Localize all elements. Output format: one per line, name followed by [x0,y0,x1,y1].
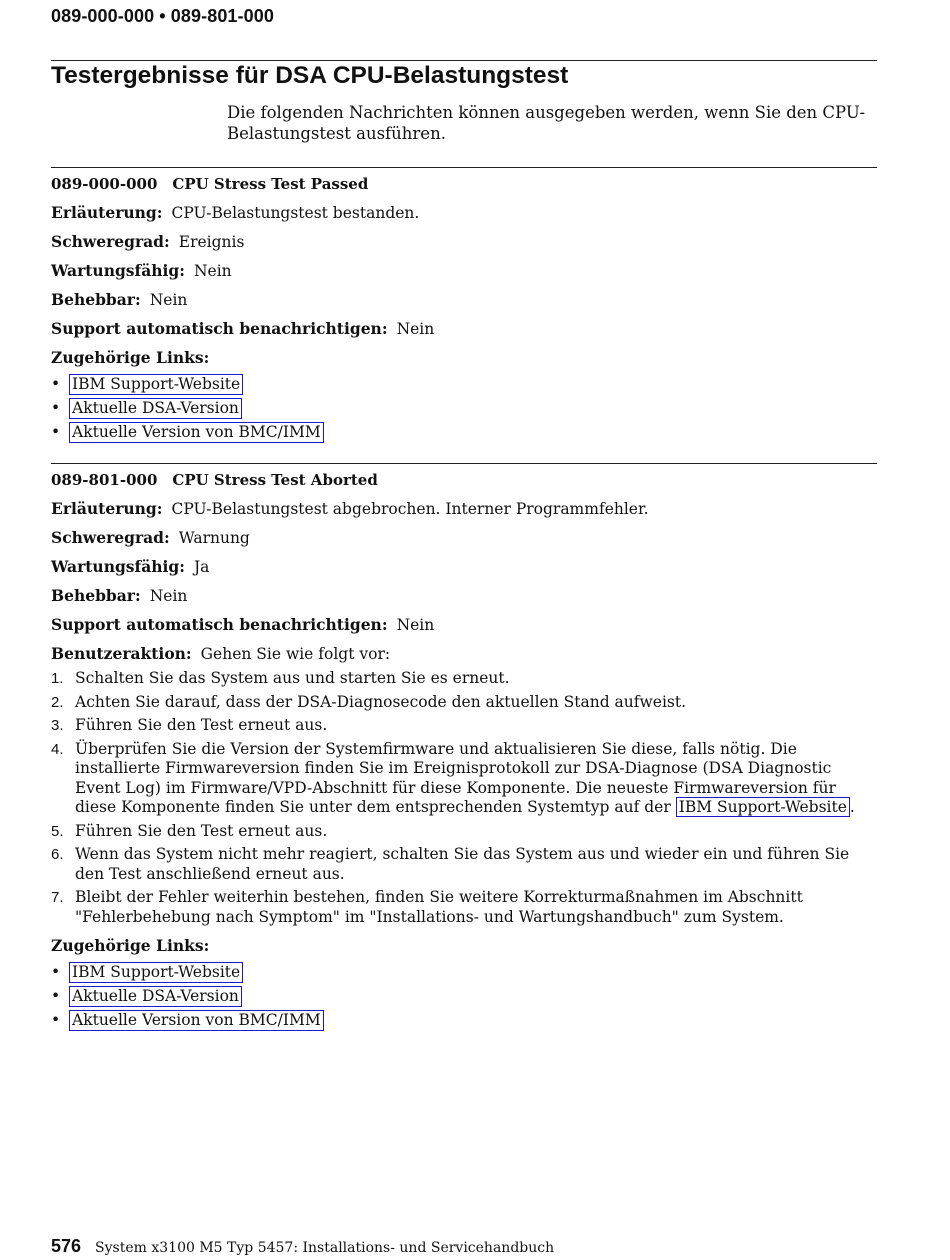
bullet-icon: • [51,399,61,417]
notify-field [51,615,877,635]
ibm-support-link[interactable]: IBM Support-Website [69,374,243,395]
related-links-list [51,372,877,444]
user-action-field [51,644,877,664]
list-item [51,1008,877,1032]
notify-label: Support automatisch benachrichtigen: [51,319,388,338]
message-id: 089-801-000 [51,471,158,489]
step-item [51,888,877,927]
title-rule [51,60,877,61]
severity-value: Ereignis [178,233,245,251]
message-rule [51,463,877,464]
recoverable-label: Behebbar: [51,586,141,605]
step-number: 7. [51,889,64,906]
recoverable-label: Behebbar: [51,290,141,309]
user-action-steps [51,669,877,927]
page-footer [51,1236,554,1257]
step-text: Bleibt der Fehler weiterhin bestehen, finden Sie weitere Korrekturmaßnahmen im Abschnitt "Fehlerbehebung nach Symptom" im "Installations- und Wartungshandbuch" zum System. [75,888,803,926]
running-head: 089-000-000 • 089-801-000 [51,6,274,26]
serviceable-label: Wartungsfähig: [51,557,185,576]
ibm-support-link[interactable]: IBM Support-Website [676,797,850,817]
message-id: 089-000-000 [51,175,158,193]
explanation-field [51,203,877,223]
page-number: 576 [51,1236,82,1256]
dsa-version-link[interactable]: Aktuelle DSA-Version [69,986,242,1007]
severity-field [51,528,877,548]
step-item [51,845,877,884]
bullet-icon: • [51,987,61,1005]
step-text: Führen Sie den Test erneut aus. [75,821,328,840]
list-item [51,396,877,420]
recoverable-value: Nein [149,291,188,309]
notify-field [51,319,877,339]
bullet-icon: • [51,963,61,981]
step-number: 4. [51,740,64,758]
step-number: 1. [51,670,64,687]
serviceable-value: Nein [193,262,232,280]
bullet-icon: • [51,1011,61,1029]
book-title: System x3100 M5 Typ 5457: Installations- und Servicehandbuch [95,1240,555,1256]
severity-field [51,232,877,252]
step-text-end: . [849,798,855,816]
explanation-label: Erläuterung: [51,203,163,222]
page-title: Testergebnisse für DSA CPU-Belastungstest [51,62,569,89]
message-rule [51,167,877,168]
bmc-imm-version-link[interactable]: Aktuelle Version von BMC/IMM [69,1010,324,1031]
step-number: 3. [51,717,64,734]
step-item [51,693,877,713]
message-089-000-000 [51,174,877,444]
explanation-label: Erläuterung: [51,499,163,518]
bullet-icon: • [51,423,61,441]
related-links-list [51,960,877,1032]
notify-value: Nein [396,320,435,338]
list-item [51,984,877,1008]
step-text: Achten Sie darauf, dass der DSA-Diagnosecode den aktuellen Stand aufweist. [75,692,687,711]
serviceable-field [51,261,877,281]
step-text: Überprüfen Sie die Version der Systemfirmware und aktualisieren Sie diese, falls nötig. Die installierte Firmwareversion finden Sie im Ereignisprotokoll zur DSA-Diagnose (DSA Diagnostic Event Log) im Firmware/VPD-Abschnitt für diese Komponente. Die neueste Firmwareversion für diese Komponente finden Sie unter dem entsprechenden Systemtyp auf der [75,739,836,816]
serviceable-field [51,557,877,577]
notify-label: Support automatisch benachrichtigen: [51,615,388,634]
step-item [51,716,877,736]
related-links-heading: Zugehörige Links: [51,936,210,955]
recoverable-field [51,290,877,310]
explanation-value: CPU-Belastungstest bestanden. [171,204,420,222]
step-number: 6. [51,846,64,863]
message-heading [51,174,877,194]
message-heading [51,470,877,490]
recoverable-field [51,586,877,606]
explanation-value: CPU-Belastungstest abgebrochen. Interner Programmfehler. [171,500,649,518]
list-item [51,960,877,984]
user-action-label: Benutzeraktion: [51,644,192,663]
dsa-version-link[interactable]: Aktuelle DSA-Version [69,398,242,419]
step-text: Führen Sie den Test erneut aus. [75,716,328,734]
message-title: CPU Stress Test Aborted [172,471,378,489]
step-number: 2. [51,693,64,711]
message-title: CPU Stress Test Passed [172,175,369,193]
step-item [51,822,877,842]
notify-value: Nein [396,616,435,634]
ibm-support-link[interactable]: IBM Support-Website [69,962,243,983]
related-links-heading: Zugehörige Links: [51,348,210,367]
step-item [51,669,877,689]
bullet-icon: • [51,375,61,393]
severity-label: Schweregrad: [51,528,170,547]
list-item [51,420,877,444]
explanation-field [51,499,877,519]
severity-label: Schweregrad: [51,232,170,251]
serviceable-label: Wartungsfähig: [51,261,185,280]
step-number: 5. [51,822,64,840]
message-089-801-000 [51,470,877,1032]
bmc-imm-version-link[interactable]: Aktuelle Version von BMC/IMM [69,422,324,443]
step-text: Wenn das System nicht mehr reagiert, schalten Sie das System aus und wieder ein und führen Sie den Test anschließend erneut aus. [75,845,850,883]
intro-text: Die folgenden Nachrichten können ausgegeben werden, wenn Sie den CPU-Belastungstest ausführen. [227,103,866,143]
step-item [51,740,877,818]
step-text: Schalten Sie das System aus und starten Sie es erneut. [75,669,510,687]
list-item [51,372,877,396]
serviceable-value: Ja [193,558,210,576]
severity-value: Warnung [178,529,250,547]
user-action-value: Gehen Sie wie folgt vor: [200,645,391,663]
recoverable-value: Nein [149,587,188,605]
